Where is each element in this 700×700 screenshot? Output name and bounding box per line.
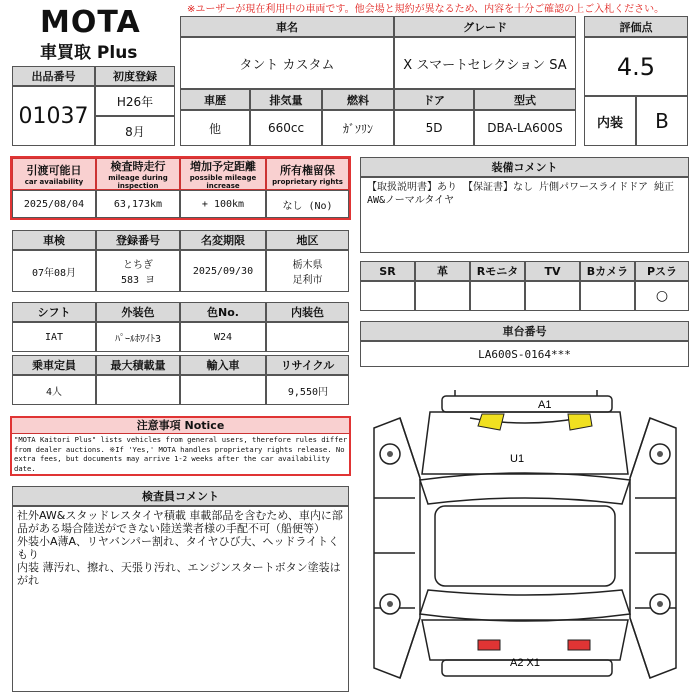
- recycle-value: 9,550円: [266, 375, 349, 405]
- doors-value: 5D: [394, 110, 474, 146]
- availability-label: 引渡可能日: [26, 164, 82, 177]
- grade-value: X スマートセレクション SA: [394, 37, 576, 89]
- rights-value: なし (No): [266, 190, 349, 218]
- increase-label-en: possible mileage increase: [189, 174, 257, 190]
- front-bumper: [442, 396, 612, 412]
- interior-color-label: 内装色: [266, 302, 349, 322]
- district-label: 地区: [266, 230, 349, 250]
- option-sr-value: [360, 281, 415, 311]
- rear-left-light-mark: [478, 640, 500, 650]
- mileage-value: 63,173km: [96, 190, 180, 218]
- equipment-text: 【取扱説明書】あり 【保証書】なし 片側パワースライドドア 純正AW&ノーマルタイヤ: [360, 177, 689, 253]
- capacity-label: 乗車定員: [12, 355, 96, 375]
- inspector-line-2: 外装小A薄A、リヤバンパー割れ、タイヤひび大、ヘッドライトくもり: [17, 535, 340, 561]
- inspection-expiry-value: 07年08月: [12, 250, 96, 292]
- grade-label: グレード: [394, 16, 576, 37]
- rear-window: [420, 590, 630, 621]
- front-left-light-mark: [478, 414, 504, 430]
- car-name-value: タント カスタム: [180, 37, 394, 89]
- option-bcamera-value: [580, 281, 635, 311]
- availability-value: 2025/08/04: [12, 190, 96, 218]
- score-value: 4.5: [584, 37, 688, 96]
- hood-panel: [422, 412, 628, 474]
- lot-label: 出品番号: [12, 66, 95, 86]
- color-no-value: W24: [180, 322, 266, 352]
- windshield: [420, 473, 630, 504]
- model-value: DBA-LA600S: [474, 110, 576, 146]
- pillars: [400, 418, 650, 678]
- logo-subtitle: 車買取 Plus: [40, 43, 138, 63]
- chassis-label: 車台番号: [360, 321, 689, 341]
- displacement-value: 660cc: [250, 110, 322, 146]
- front-damage-label: A1: [538, 399, 552, 411]
- rights-header: [266, 158, 349, 190]
- first-reg-label: 初度登録: [95, 66, 175, 86]
- option-leather-value: [415, 281, 470, 311]
- inspector-line-1: 社外AW&スタッドレスタイヤ積載 車載部品を含むため、車内に部品がある場合陸送ができない陸送業者様の手配不可（船便等）: [17, 509, 343, 535]
- inspection-expiry-label: 車検: [12, 230, 96, 250]
- rights-label: 所有権留保: [280, 164, 335, 177]
- option-bcamera-label: Bカメラ: [580, 261, 635, 281]
- first-reg-month: 8月: [95, 116, 175, 146]
- mileage-label: 検査時走行: [110, 160, 166, 173]
- interior-label: 内装: [584, 96, 636, 146]
- option-rmonitor-value: [470, 281, 525, 311]
- option-pslide-label: Pスラ: [635, 261, 689, 281]
- availability-label-en: car availability: [24, 178, 84, 186]
- option-tv-label: TV: [525, 261, 580, 281]
- interior-color-value: [266, 322, 349, 352]
- rear-damage-label: A2 X1: [510, 657, 540, 669]
- capacity-value: 4人: [12, 375, 96, 405]
- rights-label-en: proprietary rights: [272, 178, 343, 186]
- rear-hatch: [422, 620, 628, 660]
- name-change-value: 2025/09/30: [180, 250, 266, 292]
- max-load-value: [96, 375, 180, 405]
- shift-value: IAT: [12, 322, 96, 352]
- import-value: [180, 375, 266, 405]
- fuel-label: 燃料: [322, 89, 394, 110]
- lot-value: 01037: [12, 86, 95, 146]
- inspector-title: 検査員コメント: [12, 486, 349, 506]
- inspector-comment: [12, 506, 349, 692]
- doors-label: ドア: [394, 89, 474, 110]
- increase-label: 増加予定距離: [190, 160, 256, 173]
- option-pslide-value: ○: [635, 281, 689, 311]
- right-door-lines: [635, 498, 676, 608]
- equipment-title: 装備コメント: [360, 157, 689, 177]
- district-value: 栃木県 足利市: [266, 250, 349, 292]
- exterior-color-label: 外装色: [96, 302, 180, 322]
- availability-header: [12, 158, 96, 190]
- shift-label: シフト: [12, 302, 96, 322]
- first-reg-year: H26年: [95, 86, 175, 116]
- plate-label: 登録番号: [96, 230, 180, 250]
- car-damage-diagram: [360, 378, 690, 698]
- chassis-value: LA600S-0164***: [360, 341, 689, 367]
- body-damage-label: U1: [510, 453, 525, 465]
- history-label: 車歴: [180, 89, 250, 110]
- caution-text: "MOTA Kaitori Plus" lists vehicles from general users, therefore rules differ from dealer auctions. ※If 'Yes,' MOTA handles proprietary rights release. No extra fees, but documents may arrive 1-2 weeks after the car availability date.: [14, 435, 348, 473]
- left-door-lines: [374, 498, 415, 608]
- increase-value: + 100km: [180, 190, 266, 218]
- rear-right-light-mark: [568, 640, 590, 650]
- front-bumper-mounts: [455, 390, 597, 396]
- import-label: 輸入車: [180, 355, 266, 375]
- caution-title: 注意事項 Notice: [12, 418, 349, 434]
- car-name-label: 車名: [180, 16, 394, 37]
- fuel-value: ｶﾞｿﾘﾝ: [322, 110, 394, 146]
- model-label: 型式: [474, 89, 576, 110]
- option-tv-value: [525, 281, 580, 311]
- option-rmonitor-label: Rモニタ: [470, 261, 525, 281]
- mileage-label-en: mileage during inspection: [108, 174, 168, 190]
- inspector-line-3: 内装 薄汚れ、擦れ、天張り汚れ、エンジンスタートボタン塗装はがれ: [17, 561, 341, 587]
- increase-header: [180, 158, 266, 190]
- recycle-label: リサイクル: [266, 355, 349, 375]
- front-right-light-mark: [568, 414, 592, 430]
- option-leather-label: 革: [415, 261, 470, 281]
- history-value: 他: [180, 110, 250, 146]
- roof-panel: [435, 506, 615, 586]
- plate-value: とちぎ 583 ヨ: [96, 250, 180, 292]
- mileage-header: [96, 158, 180, 190]
- displacement-label: 排気量: [250, 89, 322, 110]
- score-label: 評価点: [584, 16, 688, 37]
- notice-text: ※ユーザーが現在利用中の車両です。他会場と規約が異なるため、内容を十分ご確認の上ご入札ください。: [187, 4, 665, 15]
- option-sr-label: SR: [360, 261, 415, 281]
- max-load-label: 最大積載量: [96, 355, 180, 375]
- color-no-label: 色No.: [180, 302, 266, 322]
- name-change-label: 名変期限: [180, 230, 266, 250]
- interior-value: B: [636, 96, 688, 146]
- exterior-color-value: ﾊﾟｰﾙﾎﾜｲﾄ3: [96, 322, 180, 352]
- logo-mota: MOTA: [40, 5, 141, 40]
